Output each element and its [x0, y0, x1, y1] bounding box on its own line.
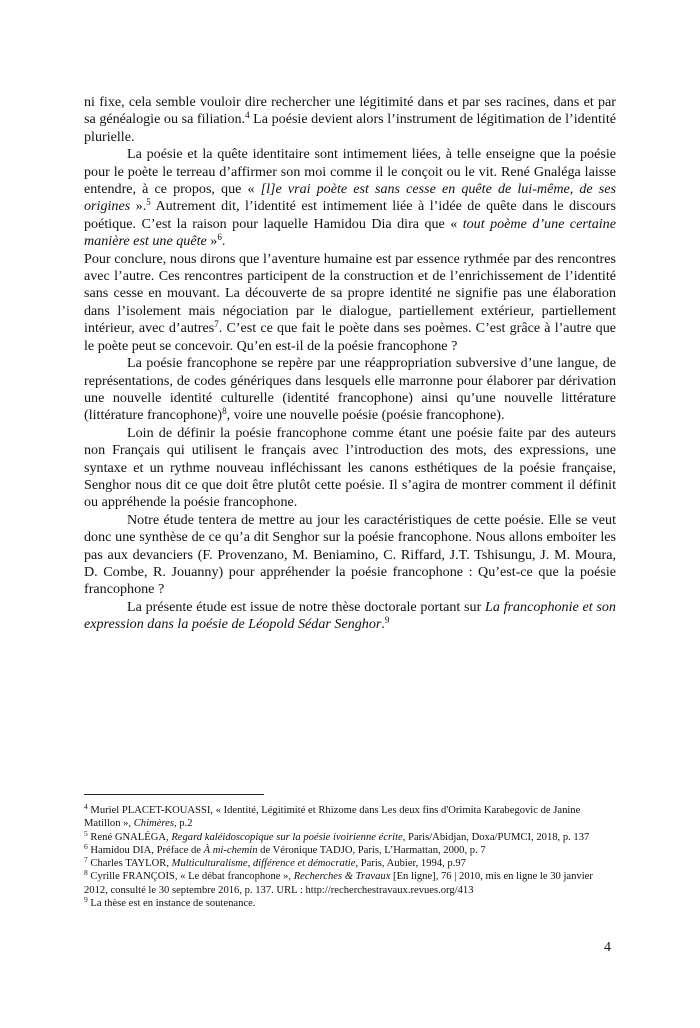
footnote-4-text-a: Muriel PLACET-KOUASSI, « Identité, Légitimité et Rhizome dans Les deux fins d'Orimita Karabegovic de Janine Matillon », — [84, 805, 581, 830]
footnote-8-text-b: [En ligne], 76 | 2010, mis en ligne le 30 janvier 2012, consulté le 30 septembre 2016, p. 137. URL : http://recherchestravaux.revues.org/413 — [84, 871, 593, 896]
paragraph-7-text-b: . — [381, 616, 385, 633]
footnote-6-text-a: Hamidou DIA, Préface de — [87, 844, 204, 856]
footnote-4-number: 4 — [84, 802, 88, 811]
footnote-7-number: 7 — [84, 855, 88, 865]
footnote-5-text-b: , Paris/Abidjan, Doxa/PUMCI, 2018, p. 137 — [402, 831, 590, 843]
page-body — [84, 94, 616, 634]
footnote-8-text-a: Cyrille FRANÇOIS, « Le débat francophone », — [87, 871, 294, 883]
footnote-ref-9[interactable]: 9 — [384, 615, 390, 626]
paragraph-4-text-b: , voire une nouvelle poésie (poésie francophone). — [226, 407, 505, 424]
paragraph-7-text-a: La présente étude est issue de notre thèse doctorale portant sur — [127, 598, 485, 615]
paragraph-5-text: Loin de définir la poésie francophone comme étant une poésie faite par des auteurs non Français qui utilisent le français avec l’introduction des mots, des expressions, une syntaxe et un rythme nouveau infléchissant les canons esthétiques de la poésie française, Senghor nous dit ce que doit être plutôt cette poésie. Il s’agira de montrer comment il définit ou appréhende la poésie francophone. — [84, 424, 616, 511]
paragraph-2-text-a: La poésie et la quête identitaire sont intimement liées, à telle enseigne que la poésie pour le poète le terreau d’affirmer son moi comme il le conçoit ou le vit. René Gnaléga laisse entendre, à ce propos, que « — [84, 146, 616, 198]
page-number: 4 — [604, 940, 611, 955]
footnote-9 — [84, 897, 616, 910]
footnote-4 — [84, 804, 616, 831]
footnote-9-number: 9 — [84, 895, 88, 905]
paragraph-4 — [84, 355, 616, 425]
footnote-8-title: Recherches & Travaux — [293, 871, 391, 883]
paragraph-1 — [84, 94, 616, 146]
footnote-4-title: Chimères — [133, 818, 174, 830]
paragraph-3-text-b: . C’est ce que fait le poète dans ses poèmes. C’est grâce à l’autre que le poète peut se concevoir. Qu’en est-il de la poésie francophone ? — [84, 320, 616, 354]
paragraph-3 — [84, 251, 616, 355]
paragraph-2-text-d: » — [206, 233, 218, 250]
paragraph-6-text: Notre étude tentera de mettre au jour les caractéristiques de cette poésie. Elle se veut donc une synthèse de ce qu’a dit Senghor sur la poésie francophone. Nous allons emboiter les pas aux devanciers (F. Provenzano, M. Beniamino, C. Riffard, J.T. Tshisungu, J. M. Moura, D. Combe, R. Jouanny) pour appréhender la poésie francophone : Qu’est-ce que la poésie francophone ? — [84, 511, 616, 598]
footnote-7-text-a: Charles TAYLOR, — [87, 858, 172, 870]
footnote-6-number: 6 — [84, 841, 88, 851]
footnote-ref-6[interactable]: 6 — [217, 232, 222, 243]
paragraph-2-text-b: ». — [130, 198, 147, 215]
footnote-6-text-b: de Véronique TADJO, Paris, L’Harmattan, 2000, p. 7 — [257, 844, 486, 856]
footnote-5-number: 5 — [84, 828, 88, 838]
footnote-8-number: 8 — [84, 868, 88, 878]
paragraph-1-text-a: ni fixe, cela semble vouloir dire rechercher une légitimité dans et par ses racines, dans et par sa généalogie ou sa filiation. — [84, 94, 616, 128]
footnote-9-text: La thèse est en instance de soutenance. — [87, 898, 256, 910]
paragraph-2-quote-gnalega: [l]e vrai poète est sans cesse en quête de lui-même, de ses origines — [84, 181, 616, 215]
footnote-7-title: Multiculturalisme, différence et démocratie — [171, 858, 356, 870]
footnote-5 — [84, 828, 616, 844]
paragraph-7 — [84, 599, 616, 634]
paragraph-2-quote-dia: tout poème d’une certaine manière est une quête — [84, 215, 616, 250]
paragraph-2-text-e: . — [221, 233, 226, 250]
footnote-ref-7[interactable]: 7 — [214, 319, 219, 330]
footnote-4-text-b: , p.2 — [173, 818, 193, 830]
footnotes-section — [84, 794, 616, 910]
paragraph-5 — [84, 425, 616, 512]
paragraph-1-text-b: La poésie devient alors l’instrument de légitimation de l’identité plurielle. — [84, 111, 616, 145]
paragraph-7-thesis-title: La francophonie et son expression dans la poésie de Léopold Sédar Senghor — [84, 598, 616, 633]
footnote-8 — [84, 870, 616, 897]
paragraph-6 — [84, 512, 616, 599]
footnote-6 — [84, 841, 616, 857]
paragraph-2-text-c: Autrement dit, l’identité est intimement liée à l’idée de quête dans le discours poétique. C’est la raison pour laquelle Hamidou Dia dira que « — [84, 198, 616, 232]
paragraph-2 — [84, 146, 616, 250]
footnote-5-title: Regard kaléidoscopique sur la poésie ivoirienne écrite — [171, 831, 403, 843]
footnote-6-title: À mi-chemin — [203, 844, 258, 856]
paragraph-3-text-a: Pour conclure, nous dirons que l’aventure humaine est par essence rythmée par des rencontres avec l’autre. Ces rencontres participent de la construction et de l’enrichissement de l’identité sans cesse en mouvant. La découverte de sa propre identité ne signifie pas une élaboration dans l’isolement mais négociation par le dialogue, partiellement extérieur, partiellement intérieur, avec d’autres — [84, 250, 616, 337]
footnote-7-text-b: , Paris, Aubier, 1994, p.97 — [355, 858, 466, 870]
footnote-ref-4[interactable]: 4 — [245, 110, 250, 121]
footnote-7 — [84, 857, 616, 870]
footnote-5-text-a: René GNALÉGA, — [87, 831, 172, 843]
paragraph-4-text-a: La poésie francophone se repère par une réappropriation subversive d’une langue, de représentations, de codes génériques dans lesquels elle marronne pour élaborer par dérivation une nouvelle identité culturelle (identité francophone) ainsi qu’une nouvelle littérature (littérature francophone) — [84, 355, 616, 424]
footnote-separator — [84, 794, 264, 795]
footnote-ref-5[interactable]: 5 — [146, 197, 151, 208]
footnote-ref-8[interactable]: 8 — [222, 406, 227, 417]
